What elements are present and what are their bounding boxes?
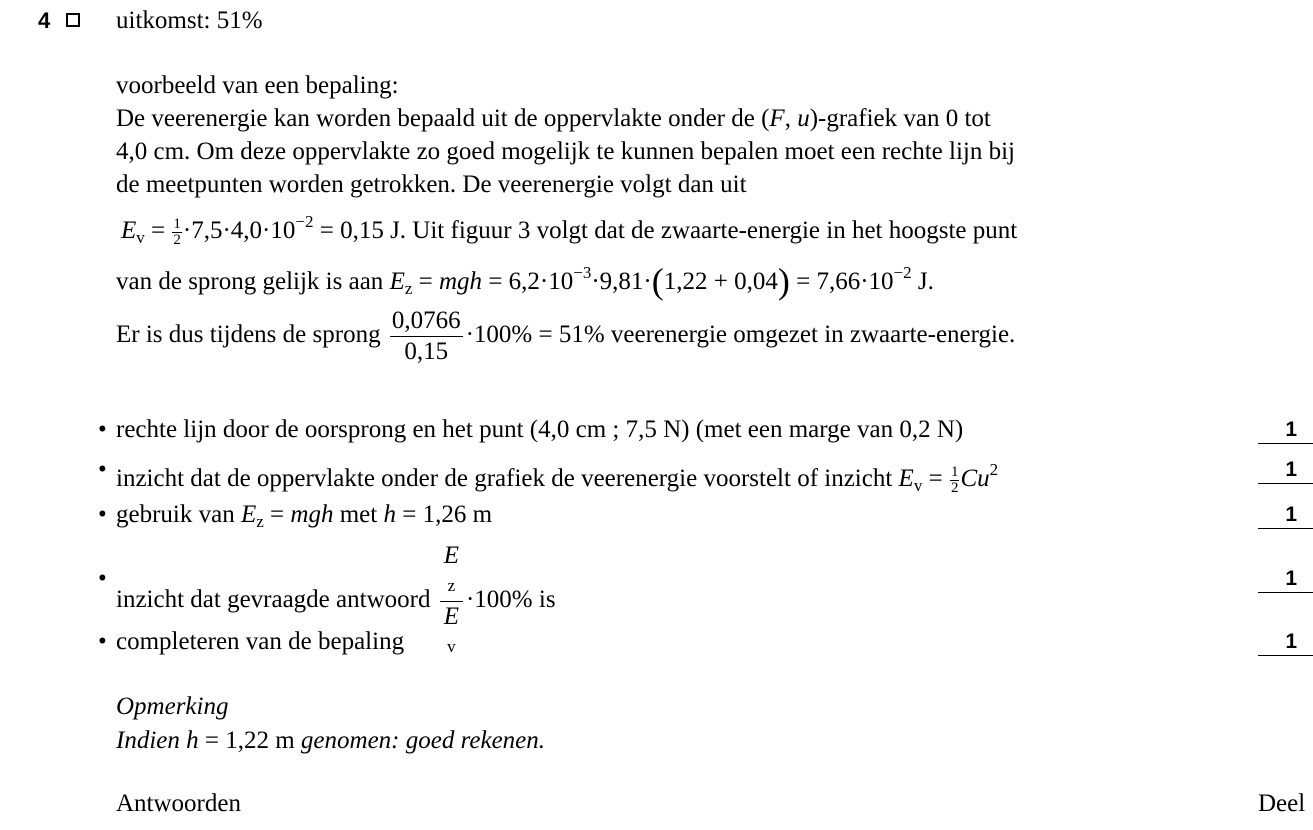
eff-text-before: Er is dus tijdens de sprong <box>116 321 387 349</box>
c4-den-sub: v <box>447 637 456 656</box>
c2-u: u <box>977 465 990 492</box>
c3-mgh: mgh <box>290 501 334 528</box>
eff-frac-num: 0,0766 <box>390 306 463 337</box>
remark-title: Opmerking <box>116 693 229 720</box>
half-den: 2 <box>173 231 181 248</box>
remark-before: Indien <box>116 727 187 754</box>
c3-sub: z <box>256 512 264 531</box>
c4-fraction <box>440 541 463 662</box>
sep: , <box>784 105 798 132</box>
ev-text-after: Uit figuur 3 volgt dat de zwaarte-energie in het hoogste punt <box>406 217 1018 244</box>
eff-calc: ·100% = 51% <box>465 321 605 349</box>
c4-num-sub: z <box>447 576 456 595</box>
footer-right: Deel <box>1258 790 1306 817</box>
ev-eq: = <box>144 217 172 244</box>
half-num: 1 <box>173 215 181 232</box>
c4-num-E: E <box>443 542 459 569</box>
c2-half-fraction <box>950 465 960 496</box>
c3-eq: = <box>263 501 291 528</box>
criterion-3-bullet: • <box>98 501 107 528</box>
criterion-5-score: 1 <box>1258 629 1313 656</box>
c3-h: h <box>383 501 396 528</box>
paren-content: 1,22 + 0,04 <box>663 268 778 295</box>
ez-part1: = 6,2·10 <box>482 268 574 295</box>
ez-unit: J. <box>911 268 934 295</box>
criterion-1-bullet: • <box>98 416 107 443</box>
c3-after: = 1,26 m <box>395 501 493 528</box>
c4-after: is <box>532 586 556 614</box>
remark-h: h <box>186 727 199 754</box>
ev-symbol: E <box>121 217 137 244</box>
example-heading: voorbeeld van een bepaling: <box>116 72 399 99</box>
example-line-3: de meetpunten worden getrokken. De veerenergie volgt dan uit <box>116 171 747 198</box>
ez-eq: = <box>412 268 439 295</box>
criterion-2-text <box>116 455 998 501</box>
paren-open: ( <box>651 261 664 301</box>
c4-calc: ·100% <box>465 586 533 614</box>
c3-mid: met <box>333 501 384 528</box>
ez-exp2: −2 <box>893 263 912 282</box>
ez-part2: ·9,81· <box>591 268 652 295</box>
criterion-1-score: 1 <box>1258 417 1313 444</box>
question-number: 4 <box>38 8 51 33</box>
c2-E: E <box>898 465 914 492</box>
remark-after: genomen: goed rekenen. <box>300 727 546 754</box>
criterion-2-score: 1 <box>1258 457 1313 484</box>
c4-frac-num <box>440 541 463 602</box>
c4-text: inzicht dat gevraagde antwoord <box>116 586 437 614</box>
c2-eq: = <box>922 465 949 492</box>
var-F: F <box>769 105 785 132</box>
criterion-5-bullet: • <box>98 628 107 655</box>
answer-result: uitkomst: 51% <box>116 7 263 34</box>
ez-line <box>116 258 934 304</box>
criterion-4-bullet: • <box>98 565 107 592</box>
c2-half-den: 2 <box>950 479 959 496</box>
criterion-2-main: inzicht dat de oppervlakte onder de grafiek de veerenergie voorstelt of inzicht <box>116 465 899 492</box>
criterion-3-text <box>116 500 492 537</box>
ev-exp: −2 <box>295 212 314 231</box>
c3-text: gebruik van <box>116 501 241 528</box>
ev-subscript: v <box>136 228 145 247</box>
ez-symbol: E <box>389 268 405 295</box>
c4-frac-den <box>440 602 463 662</box>
footer-left: Antwoorden <box>116 790 241 817</box>
c2-half-num: 1 <box>950 463 959 480</box>
paren-close: ) <box>777 261 790 301</box>
example-line-1-end: )-grafiek van 0 tot <box>809 105 991 132</box>
ez-subscript: z <box>404 279 413 298</box>
var-u: u <box>797 105 810 132</box>
criterion-2-bullet: • <box>98 456 107 483</box>
checkbox-icon[interactable] <box>66 13 80 27</box>
ez-text-before: van de sprong gelijk is aan <box>116 268 390 295</box>
criterion-3-score: 1 <box>1258 502 1313 529</box>
example-line-1-text: De veerenergie kan worden bepaald uit de oppervlakte onder de ( <box>116 105 770 132</box>
remark-text <box>116 726 545 756</box>
eff-frac-den: 0,15 <box>404 338 449 365</box>
ez-part3: = 7,66·10 <box>789 268 894 295</box>
ev-calc: ·7,5·4,0·10 <box>182 217 296 244</box>
ez-mgh: mgh <box>439 268 483 295</box>
efficiency-line <box>116 306 1015 367</box>
ev-result: = 0,15 J. <box>313 217 407 244</box>
ev-formula-line <box>121 207 1017 253</box>
half-fraction <box>172 217 182 248</box>
ez-exp1: −3 <box>573 263 592 282</box>
example-line-2: 4,0 cm. Om deze oppervlakte zo goed mogelijk te kunnen bepalen moet een rechte lijn bij <box>116 138 1015 165</box>
c2-sub: v <box>913 476 923 495</box>
eff-text-after: veerenergie omgezet in zwaarte-energie. <box>604 321 1016 349</box>
criterion-1-text: rechte lijn door de oorsprong en het punt (4,0 cm ; 7,5 N) (met een marge van 0,2 N) <box>116 416 964 443</box>
efficiency-fraction <box>390 306 463 367</box>
remark-mid: = 1,22 m <box>198 727 301 754</box>
c2-C: C <box>960 465 978 492</box>
criterion-5-text: completeren van de bepaling <box>116 628 405 655</box>
c4-den-E: E <box>443 603 459 630</box>
c2-exp: 2 <box>989 460 999 479</box>
criterion-4-score: 1 <box>1258 566 1313 593</box>
c3-E: E <box>240 501 257 528</box>
example-line-1 <box>116 104 991 134</box>
